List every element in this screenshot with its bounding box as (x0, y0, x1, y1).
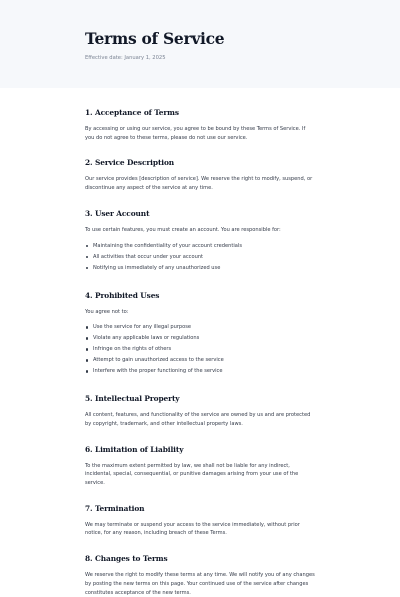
section-1 (85, 108, 315, 142)
list-item (85, 264, 315, 273)
section-5 (85, 394, 315, 428)
list-item (85, 253, 315, 262)
section-8 (85, 554, 315, 597)
section-heading: 7. Termination (85, 503, 145, 513)
page-title: Terms of Service (85, 29, 225, 48)
section-6 (85, 445, 315, 488)
section-paragraph: Our service provides [description of service]. We reserve the right to modify, suspend, or discontinue any aspect of the service at any time. (85, 176, 313, 192)
page-header (0, 0, 400, 88)
section-2 (85, 158, 315, 192)
section-paragraph: To use certain features, you must create an account. You are responsible for: (85, 226, 281, 233)
bullet-list (85, 323, 315, 376)
section-heading: 5. Intellectual Property (85, 394, 180, 404)
list-item-text: Maintaining the confidentiality of your account credentials (93, 242, 242, 249)
section-spacer (85, 488, 315, 504)
section-heading: 4. Prohibited Uses (85, 290, 160, 300)
section-spacer (85, 193, 315, 209)
bullet-list (85, 242, 315, 273)
list-item (85, 367, 315, 376)
list-item-text: Attempt to gain unauthorized access to the service (93, 357, 224, 364)
list-item (85, 356, 315, 365)
bullet-icon (86, 245, 88, 247)
section-4 (85, 291, 315, 376)
section-3 (85, 209, 315, 272)
terms-content (0, 88, 315, 597)
section-spacer (85, 378, 315, 394)
section-spacer (85, 538, 315, 554)
section-paragraph: All content, features, and functionality of the service are owned by us and are protected by copyright, trademark, and other intellectual property laws. (85, 412, 311, 427)
list-item-text: Use the service for any illegal purpose (93, 324, 192, 331)
list-item-text: Violate any applicable laws or regulations (93, 335, 200, 342)
section-heading: 2. Service Description (85, 158, 175, 168)
list-item-text: Interfere with the proper functioning of the service (93, 368, 223, 375)
bullet-icon (86, 348, 88, 350)
bullet-icon (86, 326, 88, 328)
list-item (85, 334, 315, 343)
bullet-icon (86, 359, 88, 361)
bullet-icon (86, 267, 88, 269)
section-heading: 8. Changes to Terms (85, 554, 168, 564)
bullet-icon (86, 370, 88, 372)
section-paragraph: We reserve the right to modify these terms at any time. We will notify you of any changes by posting the new terms on this page. Your continued use of the service after changes constitutes acceptance of the new terms. (85, 572, 315, 596)
section-7 (85, 504, 315, 538)
section-spacer (85, 142, 315, 158)
bullet-icon (86, 256, 88, 258)
section-paragraph: You agree not to: (85, 308, 129, 315)
list-item (85, 323, 315, 332)
section-paragraph: We may terminate or suspend your access to the service immediately, without prior notice, for any reason, including breach of these Terms. (85, 521, 300, 537)
section-heading: 1. Acceptance of Terms (85, 108, 179, 117)
section-paragraph: To the maximum extent permitted by law, we shall not be liable for any indirect, incidental, special, consequential, or punitive damages arising from your use of the service. (85, 462, 299, 487)
list-item-text: Infringe on the rights of others (93, 346, 172, 353)
section-spacer (85, 275, 315, 291)
list-item-text: Notifying us immediately of any unauthorized use (93, 264, 221, 271)
list-item (85, 345, 315, 354)
section-heading: 3. User Account (85, 208, 150, 218)
section-heading: 6. Limitation of Liability (85, 444, 184, 454)
list-item-text: All activities that occur under your account (93, 253, 204, 260)
section-spacer (85, 429, 315, 445)
bullet-icon (86, 337, 88, 339)
list-item (85, 242, 315, 251)
effective-date: Effective date: January 1, 2025 (85, 55, 166, 61)
section-paragraph: By accessing or using our service, you agree to be bound by these Terms of Service. If you do not agree to these terms, please do not use our service. (85, 126, 306, 141)
